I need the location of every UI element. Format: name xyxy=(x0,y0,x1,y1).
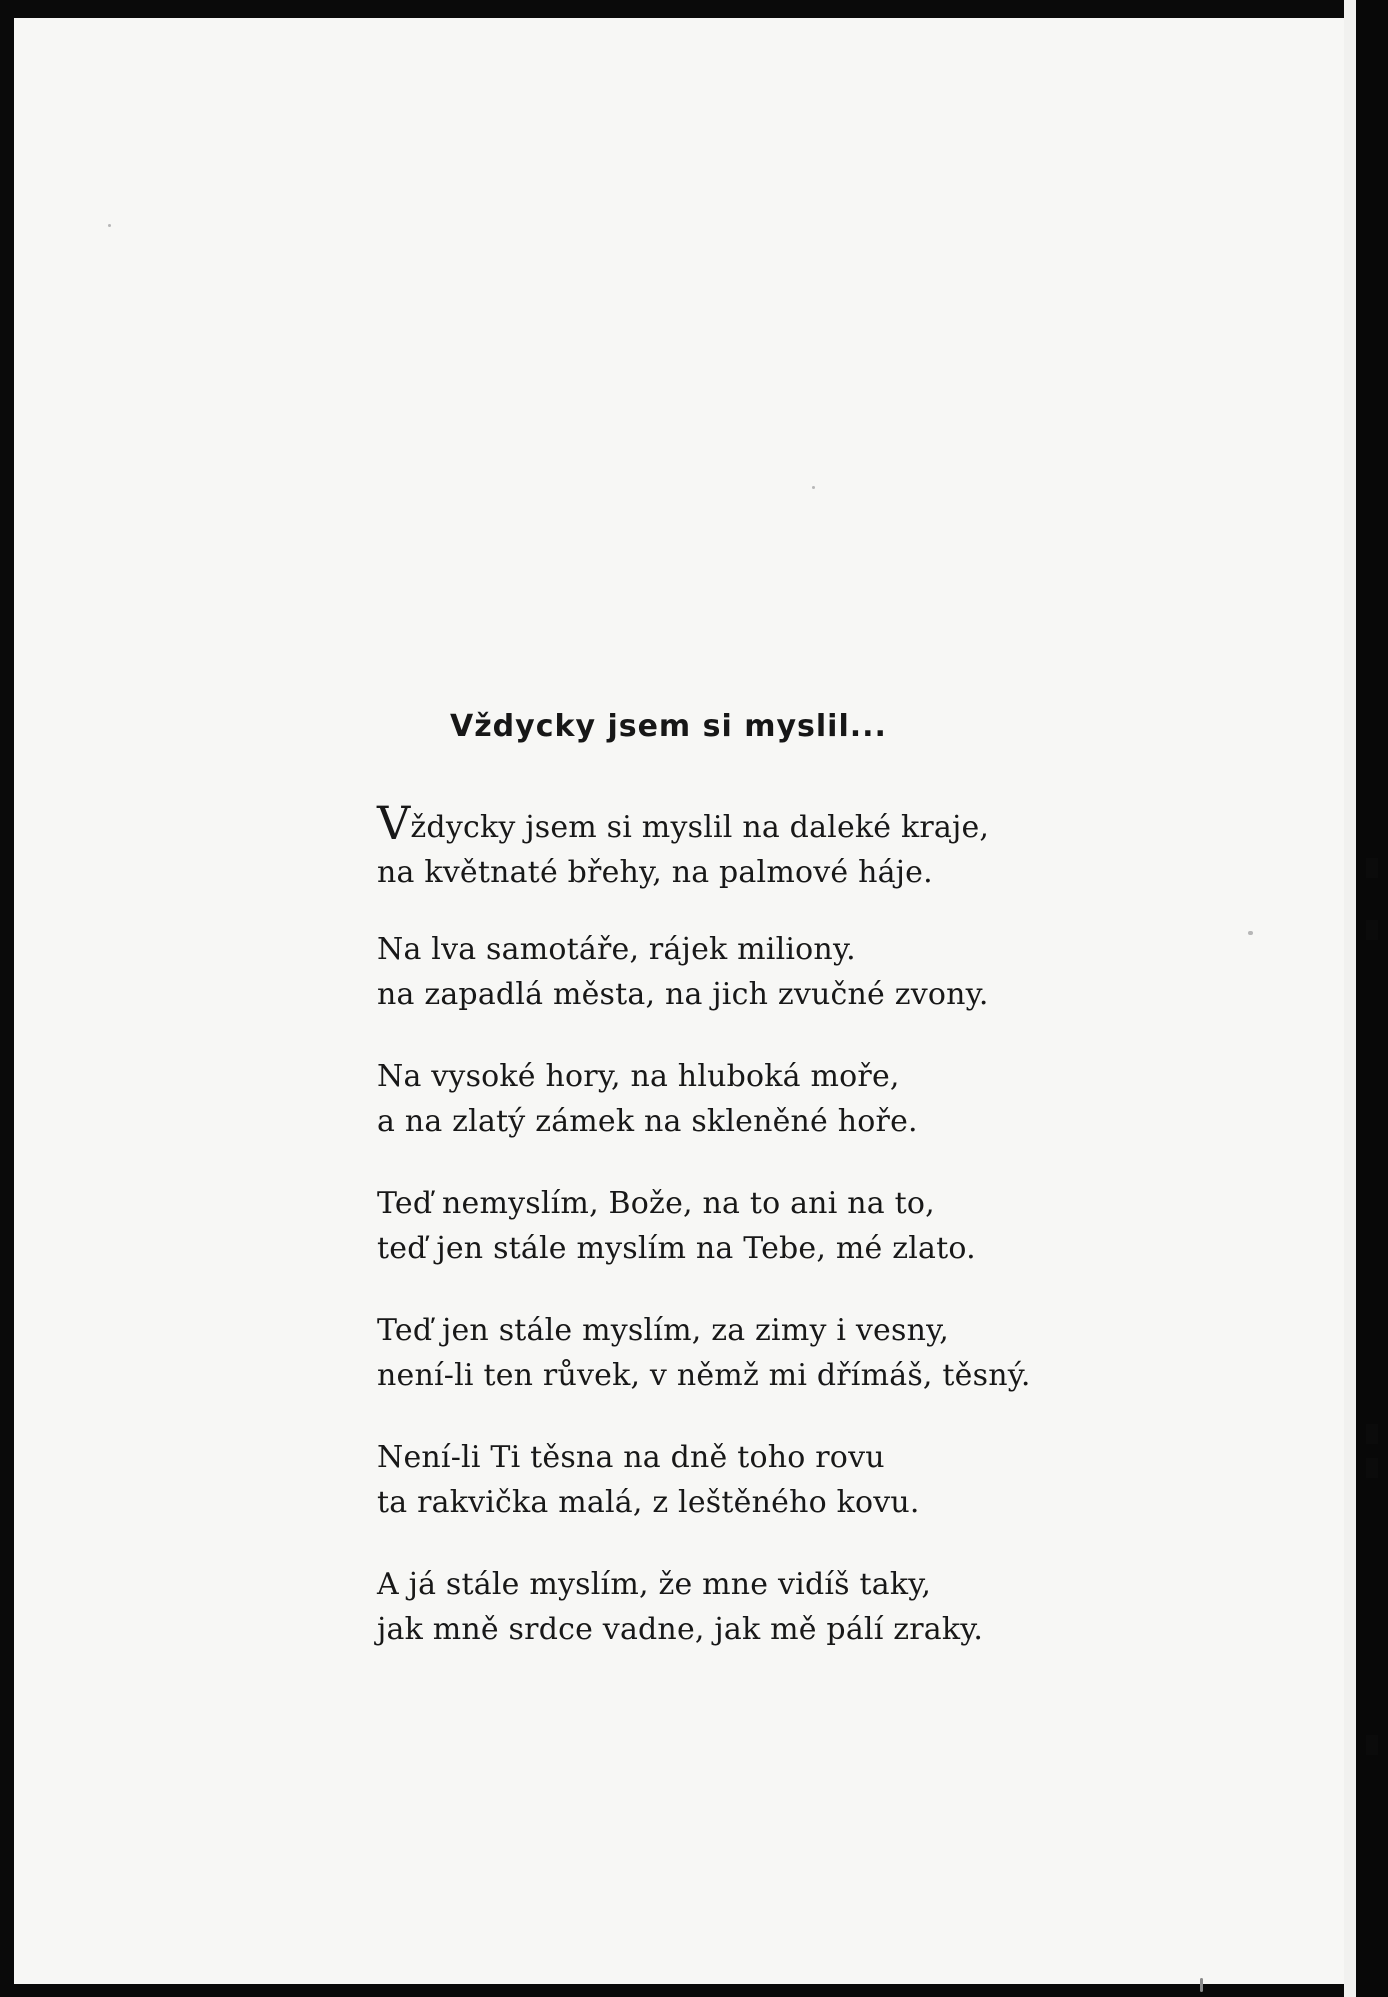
poem-line: Teď nemyslím, Bože, na to ani na to, xyxy=(377,1186,935,1221)
margin-mark xyxy=(1366,1735,1378,1755)
poem-stanza xyxy=(377,1054,1097,1144)
paper-speck xyxy=(812,486,815,489)
poem-line: A já stále myslím, že mne vidíš taky, xyxy=(377,1567,932,1602)
binding-margin xyxy=(1356,0,1388,1997)
poem-line xyxy=(377,796,1097,850)
poem-line: teď jen stále myslím na Tebe, mé zlato. xyxy=(377,1231,976,1266)
poem-line: a na zlatý zámek na skleněné hoře. xyxy=(377,1104,918,1139)
poem-stanza xyxy=(377,1181,1097,1271)
poem-stanza xyxy=(377,927,1097,1017)
margin-mark xyxy=(1366,920,1378,940)
page-edge xyxy=(1344,0,1356,1997)
margin-mark xyxy=(1366,1458,1378,1478)
poem-line: na květnaté břehy, na palmové háje. xyxy=(377,855,933,890)
margin-mark xyxy=(1366,858,1378,878)
poem-line-text: ždycky jsem si myslil na daleké kraje, xyxy=(410,810,990,845)
margin-mark xyxy=(1366,1424,1378,1444)
poem-stanza xyxy=(377,796,1097,895)
poem-stanza xyxy=(377,1562,1097,1652)
poem-line: Není-li Ti těsna na dně toho rovu xyxy=(377,1440,885,1475)
poem-line: jak mně srdce vadne, jak mě pálí zraky. xyxy=(377,1612,984,1647)
poem-line: není-li ten růvek, v němž mi dřímáš, těsný. xyxy=(377,1358,1031,1393)
poem-line: Teď jen stále myslím, za zimy i vesny, xyxy=(377,1313,950,1348)
paper-speck xyxy=(1200,1978,1203,1992)
poem-stanza xyxy=(377,1308,1097,1398)
drop-cap: V xyxy=(377,796,411,850)
poem-line: ta rakvička malá, z leštěného kovu. xyxy=(377,1485,920,1520)
poem-line: Na vysoké hory, na hluboká moře, xyxy=(377,1059,900,1094)
poem-title: Vždycky jsem si myslil... xyxy=(450,709,887,744)
poem-line: na zapadlá města, na jich zvučné zvony. xyxy=(377,977,989,1012)
poem-stanza xyxy=(377,1435,1097,1525)
paper-speck xyxy=(1248,931,1253,935)
paper-speck xyxy=(108,224,111,227)
poem-line: Na lva samotáře, rájek miliony. xyxy=(377,932,856,967)
